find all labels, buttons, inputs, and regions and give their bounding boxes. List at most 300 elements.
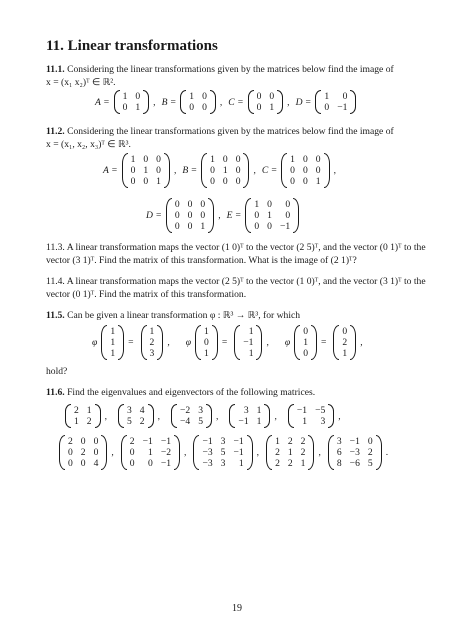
left-paren <box>294 325 300 360</box>
matrix-entry: 0 <box>303 348 308 359</box>
matrix-label: B = <box>161 96 177 108</box>
matrix-entry: 1 <box>267 210 272 221</box>
matrix-entry: 1 <box>210 154 215 165</box>
left-paren <box>193 435 199 470</box>
matrix-entry: 0 <box>290 165 295 176</box>
matrix-entry: 2 <box>149 337 155 348</box>
problem-11-2-line2: x = (x₁, x₂, x₃)ᵀ ∈ ℝ³. <box>46 139 131 150</box>
matrix-label: B = <box>182 165 198 176</box>
matrix-entry: 0 <box>68 458 73 469</box>
left-paren <box>229 404 235 428</box>
equals-sign: = <box>128 337 134 348</box>
matrix-entry: 0 <box>202 102 207 113</box>
problem-11-3-line1: 11.3. A linear transformation maps the vector (1 0)ᵀ to the vector (2 5)ᵀ, and the vector (0 1)ᵀ to the <box>46 242 426 253</box>
separator: , <box>104 410 107 422</box>
matrix-entry: 0 <box>122 102 128 113</box>
matrix <box>248 90 284 114</box>
matrix-entry: 0 <box>222 154 228 165</box>
matrix-entry: 2 <box>129 436 135 447</box>
matrix-entry: 0 <box>187 199 193 210</box>
separator: , <box>253 165 256 176</box>
matrix-entry: 0 <box>302 165 308 176</box>
left-paren <box>166 198 172 233</box>
matrix-grid <box>254 90 278 114</box>
problem-11-6-line <box>46 387 315 399</box>
matrix-entry: −1 <box>233 447 244 458</box>
left-paren <box>333 325 339 360</box>
matrix <box>315 90 356 114</box>
matrix-row-11-2b <box>146 198 309 233</box>
right-paren <box>95 404 101 428</box>
matrix-entry: 0 <box>93 436 99 447</box>
left-paren <box>195 325 201 360</box>
right-paren <box>264 404 270 428</box>
separator: , <box>184 447 187 458</box>
matrix-entry: 0 <box>174 221 180 232</box>
matrix-entry: 3 <box>127 405 132 416</box>
matrix-entry: 0 <box>302 176 308 187</box>
matrix-entry: 1 <box>269 102 275 113</box>
matrix-entry: 0 <box>235 154 241 165</box>
matrix-entry: 0 <box>285 210 291 221</box>
matrix-grid <box>287 153 323 188</box>
matrix-entry: 1 <box>248 326 254 337</box>
matrix-entry: −1 <box>337 102 348 113</box>
matrix <box>288 404 334 428</box>
column-vector <box>294 325 317 360</box>
matrix-entry: 1 <box>189 91 195 102</box>
matrix-label: E = <box>226 210 242 221</box>
matrix-entry: −3 <box>349 447 360 458</box>
matrix-entry: 0 <box>315 165 321 176</box>
problem-text: Can be given a linear transformation φ : ℝ³ → ℝ³, for which <box>67 310 301 321</box>
matrix-grid <box>177 404 206 428</box>
matrix-entry: 0 <box>200 210 206 221</box>
matrix <box>121 435 180 470</box>
matrix-grid <box>240 325 256 360</box>
matrix <box>229 404 270 428</box>
matrix-entry: −1 <box>233 436 244 447</box>
matrix-entry: 0 <box>267 221 272 232</box>
left-paren <box>288 404 294 428</box>
matrix-entry: 2 <box>367 447 373 458</box>
right-paren <box>256 325 262 360</box>
matrix-entry: 2 <box>86 416 92 427</box>
matrix-entry: 0 <box>130 165 136 176</box>
matrix-grid <box>124 404 148 428</box>
matrix-entry: 0 <box>148 458 153 469</box>
matrix-entry: 1 <box>290 154 295 165</box>
right-paren <box>328 404 334 428</box>
right-paren <box>350 90 356 114</box>
matrix-grid <box>251 198 293 233</box>
matrix-entry: 0 <box>156 165 161 176</box>
matrix-entry: 0 <box>256 91 262 102</box>
matrix-row-11-1 <box>95 90 366 114</box>
right-paren <box>243 153 249 188</box>
matrix-entry: 0 <box>187 221 193 232</box>
left-paren <box>315 90 321 114</box>
left-paren <box>245 198 251 233</box>
matrix-entry: 0 <box>80 458 86 469</box>
separator: , <box>256 447 260 458</box>
right-paren <box>212 325 218 360</box>
right-paren <box>143 90 149 114</box>
matrix-entry: 6 <box>336 447 342 458</box>
left-paren <box>266 435 272 470</box>
right-paren <box>164 153 170 188</box>
matrix-entry: 1 <box>74 416 79 427</box>
matrix-entry: −5 <box>315 405 326 416</box>
matrix-entry: 5 <box>220 447 226 458</box>
matrix <box>201 153 249 188</box>
matrix-entry: 0 <box>342 326 348 337</box>
matrix-label: C = <box>228 96 244 108</box>
matrix-entry: 0 <box>367 436 373 447</box>
phi-symbol: φ <box>284 337 291 348</box>
matrix-entry: 5 <box>367 458 373 469</box>
separator: , <box>318 447 321 458</box>
matrix-entry: −2 <box>160 447 172 458</box>
problem-number: 11.6. <box>46 387 65 398</box>
matrix-entry: 1 <box>122 91 128 102</box>
matrix-entry: 0 <box>235 165 241 176</box>
matrix-entry: 4 <box>139 405 145 416</box>
separator: , <box>153 96 156 108</box>
matrix-entry: 0 <box>222 176 228 187</box>
separator: , <box>157 410 160 422</box>
matrix-label: A = <box>95 96 110 108</box>
equals-sign: = <box>321 337 327 348</box>
matrix-grid <box>172 198 208 233</box>
matrix-label: D = <box>146 210 162 221</box>
separator: , <box>338 410 341 422</box>
matrix-entry: 1 <box>303 337 308 348</box>
matrix-grid <box>207 153 243 188</box>
matrix <box>114 90 150 114</box>
matrix <box>65 404 101 428</box>
matrix-entry: −2 <box>180 405 191 416</box>
matrix-grid <box>128 153 164 188</box>
separator: , <box>274 410 277 422</box>
matrix-entry: 1 <box>135 102 141 113</box>
matrix-entry: 3 <box>320 416 326 427</box>
matrix-entry: 0 <box>302 154 308 165</box>
matrix-entry: 2 <box>300 447 306 458</box>
left-paren <box>59 435 65 470</box>
matrix-entry: −1 <box>279 221 291 232</box>
left-paren <box>114 90 120 114</box>
matrix-grid <box>321 90 350 114</box>
right-paren <box>148 404 154 428</box>
right-paren <box>101 435 107 470</box>
matrix <box>122 153 170 188</box>
right-paren <box>324 153 330 188</box>
problem-11-1-line2: x = (x₁ x₂)ᵀ ∈ ℝ². <box>46 77 116 88</box>
left-paren <box>121 435 127 470</box>
matrix-entry: 0 <box>267 199 272 210</box>
matrix-entry: 0 <box>129 458 135 469</box>
matrix-entry: 1 <box>110 337 116 348</box>
left-paren <box>101 325 107 360</box>
problem-number: 11.1. <box>46 64 65 75</box>
matrix-entry: 1 <box>256 416 262 427</box>
matrix-grid <box>186 90 210 114</box>
matrix-entry: 0 <box>135 91 141 102</box>
left-paren <box>248 90 254 114</box>
right-paren <box>247 435 253 470</box>
matrix-entry: 0 <box>303 326 308 337</box>
equals-sign: = <box>221 337 228 348</box>
matrix-entry: 0 <box>202 91 207 102</box>
matrix-label: D = <box>295 96 312 108</box>
matrix-entry: 2 <box>74 405 79 416</box>
matrix-entry: 2 <box>300 436 306 447</box>
problem-text: Considering the linear transformations given by the matrices below find the image of <box>67 64 394 75</box>
matrix-entry: −1 <box>238 416 249 427</box>
matrix-entry: −1 <box>160 436 172 447</box>
matrix-grid <box>65 435 101 470</box>
problem-11-1-line1 <box>46 64 394 76</box>
matrix <box>266 435 314 470</box>
matrix-entry: 0 <box>342 91 348 102</box>
matrix-entry: 2 <box>275 447 280 458</box>
matrix-entry: −1 <box>349 436 360 447</box>
matrix-entry: 1 <box>204 326 209 337</box>
matrix-entry: 2 <box>287 436 293 447</box>
matrix-entry: 0 <box>143 154 149 165</box>
matrix <box>328 435 382 470</box>
separator: , <box>167 337 170 348</box>
matrix-entry: 3 <box>220 458 226 469</box>
separator: , <box>216 410 219 422</box>
matrix-entry: 1 <box>256 405 262 416</box>
matrix-entry: 2 <box>139 416 145 427</box>
matrix-entry: 2 <box>275 458 280 469</box>
column-vector <box>333 325 356 360</box>
matrix-entry: 1 <box>110 326 116 337</box>
matrix-entry: −6 <box>349 458 360 469</box>
matrix-entry: 1 <box>287 447 293 458</box>
matrix-entry: 1 <box>222 165 228 176</box>
matrix-entry: −4 <box>180 416 191 427</box>
problem-11-3-line2: vector (3 1)ᵀ. Find the matrix of this transformation. What is the image of (2 1)ᵀ? <box>46 255 357 266</box>
left-paren <box>281 153 287 188</box>
matrix-entry: −3 <box>202 447 213 458</box>
right-paren <box>157 325 163 360</box>
separator: , <box>266 337 269 348</box>
problem-11-2-line1 <box>46 126 394 138</box>
matrix-entry: 0 <box>130 176 136 187</box>
matrix-entry: 0 <box>174 199 180 210</box>
right-paren <box>277 90 283 114</box>
matrix-entry: 0 <box>93 447 99 458</box>
matrix-entry: 0 <box>80 436 86 447</box>
matrix-grid <box>147 325 158 360</box>
matrix-entry: 3 <box>220 436 226 447</box>
right-paren <box>376 435 382 470</box>
matrix-grid <box>300 325 311 360</box>
matrix-grid <box>71 404 95 428</box>
matrix <box>171 404 212 428</box>
matrix-entry: 2 <box>68 436 73 447</box>
matrix-entry: 0 <box>235 176 241 187</box>
matrix-entry: 0 <box>68 447 73 458</box>
matrix-label: A = <box>103 165 118 176</box>
problem-11-4-line2: vector (0 1)ᵀ. Find the matrix of this transformation. <box>46 289 247 300</box>
right-paren <box>174 435 180 470</box>
matrix-entry: 3 <box>336 436 342 447</box>
left-paren <box>118 404 124 428</box>
matrix-grid <box>334 435 376 470</box>
matrix <box>59 435 107 470</box>
matrix-row-11-2a <box>103 153 342 188</box>
matrix-entry: 0 <box>210 176 215 187</box>
right-paren <box>118 325 124 360</box>
problem-number: 11.2. <box>46 126 65 137</box>
matrix <box>180 90 216 114</box>
matrix-entry: 1 <box>248 348 254 359</box>
matrix-label: C = <box>261 165 278 176</box>
column-vector <box>195 325 218 360</box>
equation-row-11-5 <box>92 325 379 360</box>
left-paren <box>201 153 207 188</box>
column-vector <box>141 325 164 360</box>
problem-11-4-line1: 11.4. A linear transformation maps the vector (2 5)ᵀ to the vector (1 0)ᵀ, and the vector (3 1)ᵀ to the <box>46 276 426 287</box>
matrix-entry: 1 <box>86 405 92 416</box>
matrix-grid <box>127 435 174 470</box>
separator: , <box>287 96 290 108</box>
left-paren <box>122 153 128 188</box>
matrix-entry: −1 <box>142 436 153 447</box>
right-paren <box>308 435 314 470</box>
left-paren <box>171 404 177 428</box>
section-title: 11. Linear transformations <box>46 38 218 54</box>
matrix-entry: 1 <box>302 416 308 427</box>
matrix-entry: 0 <box>129 447 135 458</box>
matrix <box>118 404 154 428</box>
matrix-entry: 1 <box>238 458 244 469</box>
matrix-grid <box>339 325 350 360</box>
column-vector <box>234 325 262 360</box>
matrix-entry: −1 <box>296 405 308 416</box>
matrix-entry: 2 <box>80 447 86 458</box>
matrix-entry: 1 <box>110 348 116 359</box>
matrix-entry: 0 <box>285 199 291 210</box>
matrix-entry: −3 <box>202 458 213 469</box>
matrix <box>193 435 252 470</box>
matrix-entry: 1 <box>275 436 280 447</box>
separator: , <box>360 337 363 348</box>
matrix-entry: 1 <box>342 348 348 359</box>
matrix-entry: 0 <box>174 210 180 221</box>
phi-symbol: φ <box>92 337 98 348</box>
matrix-grid <box>199 435 246 470</box>
matrix <box>245 198 299 233</box>
right-paren <box>208 198 214 233</box>
matrix-grid <box>235 404 264 428</box>
matrix-entry: −1 <box>243 337 254 348</box>
matrix-grid <box>201 325 212 360</box>
matrix-entry: −1 <box>202 436 213 447</box>
matrix-entry: 2 <box>342 337 348 348</box>
matrix-entry: 1 <box>148 447 153 458</box>
matrix-entry: 0 <box>315 154 321 165</box>
left-paren <box>180 90 186 114</box>
problem-text: Find the eigenvalues and eigenvectors of the following matrices. <box>67 387 316 398</box>
matrix-entry: 0 <box>204 337 209 348</box>
matrix-entry: −1 <box>160 458 172 469</box>
matrix-entry: 0 <box>143 176 149 187</box>
right-paren <box>350 325 356 360</box>
matrix-entry: 0 <box>189 102 195 113</box>
matrix-entry: 0 <box>210 165 215 176</box>
problem-text: Considering the linear transformations given by the matrices below find the image of <box>67 126 394 137</box>
separator: , <box>218 210 221 221</box>
matrix-entry: 1 <box>315 176 321 187</box>
right-paren <box>210 90 216 114</box>
column-vector <box>101 325 124 360</box>
matrix-entry: 4 <box>93 458 99 469</box>
matrix <box>281 153 329 188</box>
matrix-entry: 0 <box>187 210 193 221</box>
matrix-entry: 1 <box>130 154 136 165</box>
left-paren <box>141 325 147 360</box>
problem-number: 11.5. <box>46 310 65 321</box>
matrix-entry: 0 <box>254 221 260 232</box>
matrix-entry: 0 <box>324 102 330 113</box>
matrix-entry: 1 <box>200 221 206 232</box>
matrix-entry: 0 <box>269 91 275 102</box>
matrix-entry: 0 <box>200 199 206 210</box>
matrix-grid <box>107 325 118 360</box>
matrix-entry: 1 <box>300 458 306 469</box>
matrix-grid <box>120 90 144 114</box>
separator: , <box>111 447 114 458</box>
matrix-entry: 0 <box>256 102 262 113</box>
problem-11-5-line <box>46 310 300 322</box>
matrix-row-11-6b <box>58 435 394 470</box>
matrix-entry: 1 <box>149 326 155 337</box>
left-paren <box>65 404 71 428</box>
matrix-entry: 0 <box>254 210 260 221</box>
matrix-grid <box>294 404 328 428</box>
left-paren <box>234 325 240 360</box>
matrix-grid <box>272 435 308 470</box>
matrix-entry: 0 <box>290 176 295 187</box>
matrix-entry: 3 <box>243 405 249 416</box>
matrix-entry: 5 <box>198 416 204 427</box>
matrix-entry: 0 <box>156 154 161 165</box>
left-paren <box>328 435 334 470</box>
matrix-entry: 5 <box>127 416 132 427</box>
matrix-entry: 3 <box>149 348 155 359</box>
matrix-entry: 1 <box>324 91 330 102</box>
hold-text: hold? <box>46 366 68 377</box>
separator: . <box>385 447 389 458</box>
page-number: 19 <box>232 603 242 614</box>
matrix-row-11-6a <box>64 404 351 428</box>
right-paren <box>206 404 212 428</box>
matrix-entry: 1 <box>204 348 209 359</box>
matrix-entry: 1 <box>254 199 260 210</box>
matrix-entry: 2 <box>287 458 293 469</box>
separator: , <box>219 96 223 108</box>
matrix-entry: 1 <box>143 165 149 176</box>
matrix-entry: 3 <box>198 405 204 416</box>
right-paren <box>311 325 317 360</box>
matrix <box>166 198 214 233</box>
